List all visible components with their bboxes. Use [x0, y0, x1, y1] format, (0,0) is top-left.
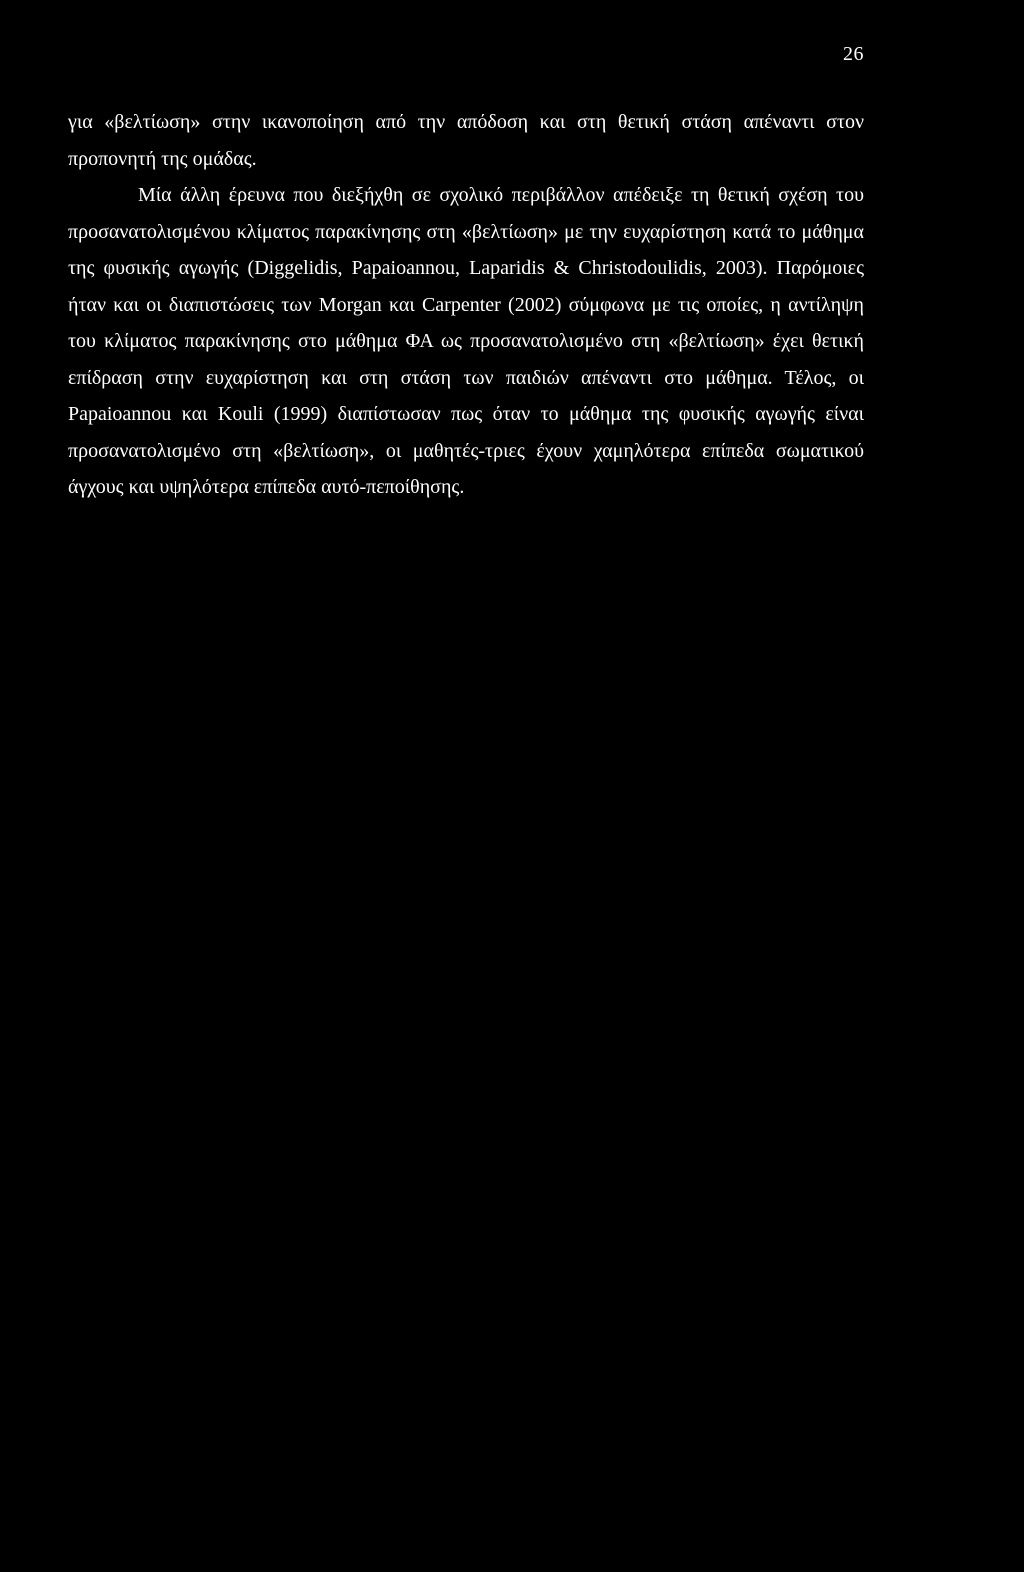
page-number: 26 — [843, 43, 864, 65]
paragraph: Μία άλλη έρευνα που διεξήχθη σε σχολικό περιβάλλον απέδειξε τη θετική σχέση του προσανατολισμένου κλίματος παρακίνησης στη «βελτίωση» με την ευχαρίστηση κατά το μάθημα της φυσικής αγωγής (Diggelidis, Papaioannou, Laparidis & Christodoulidis, 2003). Παρόμοιες ήταν και οι διαπιστώσεις των Morgan και Carpenter (2002) σύμφωνα με τις οποίες, η αντίληψη του κλίματος παρακίνησης στο μάθημα ΦΑ ως προσανατολισμένο στη «βελτίωση» έχει θετική επίδραση στην ευχαρίστηση και στη στάση των παιδιών απέναντι στο μάθημα. Τέλος, οι Papaioannou και Kouli (1999) διαπίστωσαν πως όταν το μάθημα της φυσικής αγωγής είναι προσανατολισμένο στη «βελτίωση», οι μαθητές-τριες έχουν χαμηλότερα επίπεδα σωματικού άγχους και υψηλότερα επίπεδα αυτό-πεποίθησης. — [68, 184, 864, 498]
body-text — [68, 104, 864, 506]
paragraph-continuation: για «βελτίωση» στην ικανοποίηση από την απόδοση και στη θετική στάση απέναντι στον προπονητή της ομάδας. — [68, 111, 864, 170]
